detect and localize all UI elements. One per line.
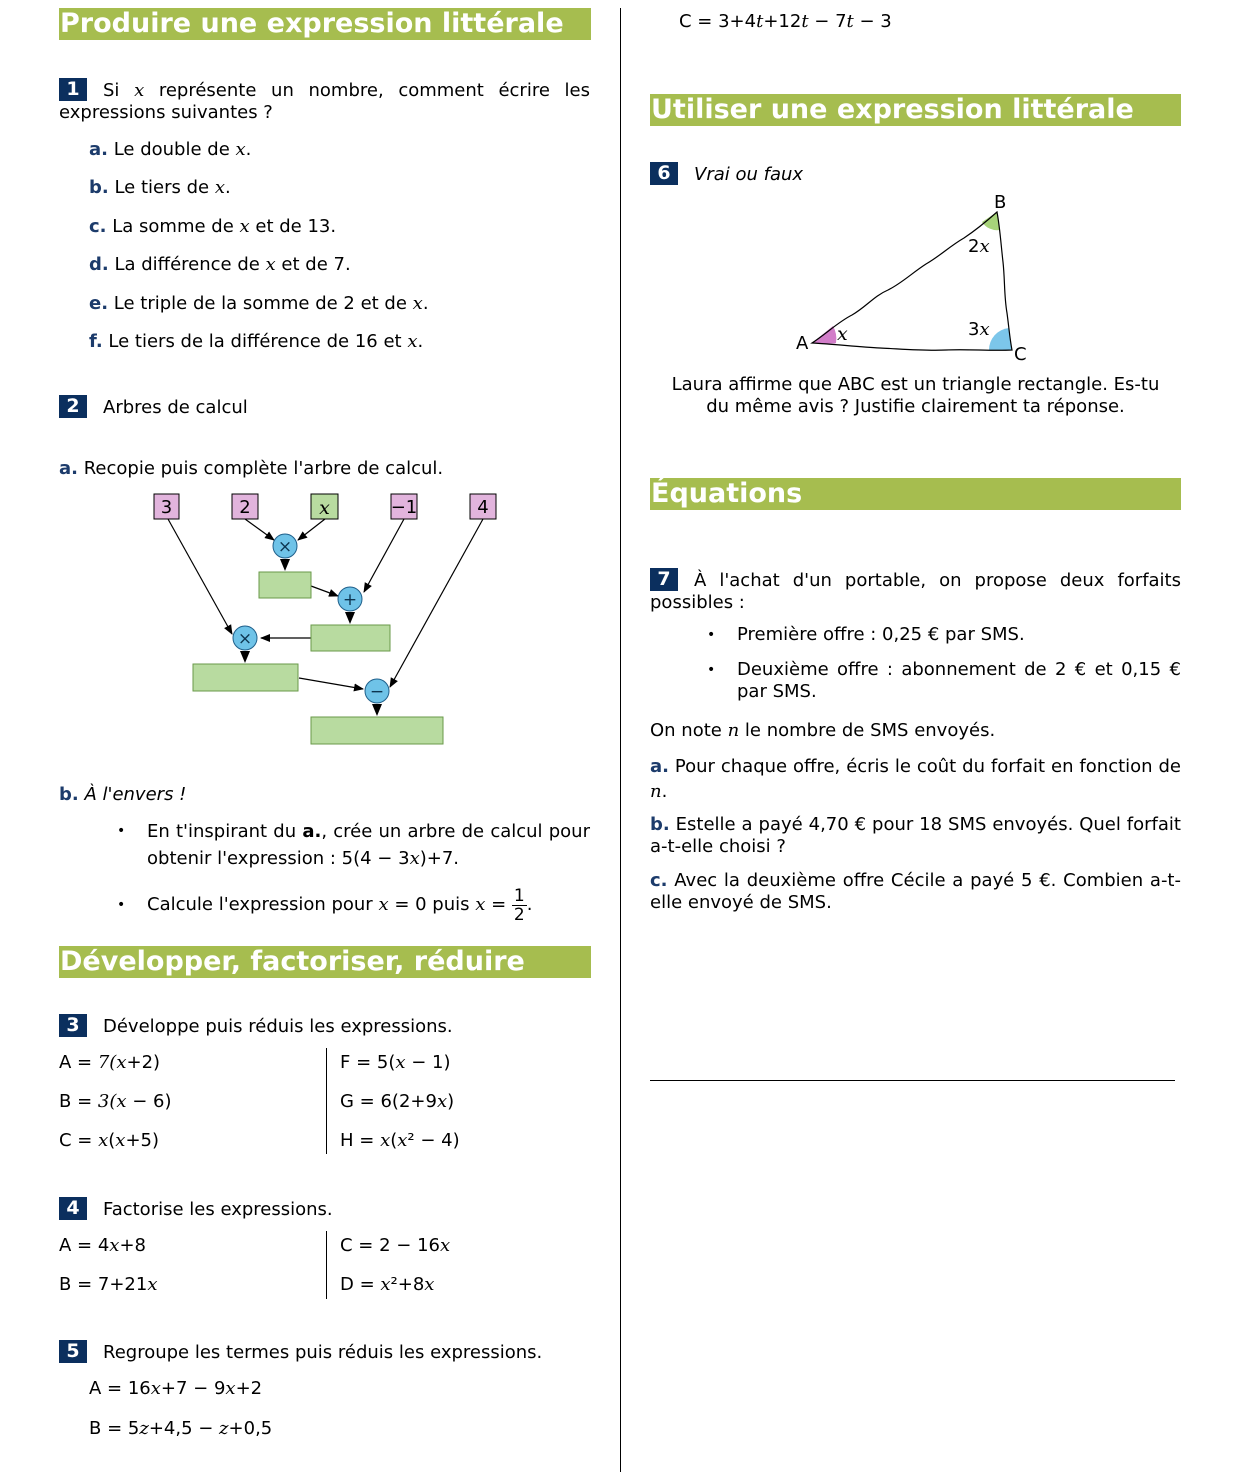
tree-edge: [245, 519, 274, 540]
tree-result-box: [311, 717, 443, 744]
exercise-6-header: 6 Vrai ou faux: [650, 162, 803, 185]
exercise-6-text: Laura affirme que ABC est un triangle rectangle. Es-tu du même avis ? Justifie clairement ta réponse.: [671, 374, 1160, 417]
angle-label-A: x: [837, 323, 848, 345]
column-separator: [326, 1048, 327, 1154]
tree-leaf-label: 3: [160, 497, 173, 518]
exercise-1-item: d. La différence de x et de 7.: [89, 254, 351, 276]
column-divider: [620, 8, 621, 1472]
exercise-4-title: Factorise les expressions.: [103, 1199, 333, 1220]
exercise-5-title: Regroupe les termes puis réduis les expressions.: [103, 1342, 543, 1363]
exercise-4-right-list: [340, 1235, 450, 1313]
tree-operator-label: +: [342, 590, 358, 610]
exercise-5-header: 5 Regroupe les termes puis réduis les expressions.: [59, 1340, 542, 1363]
expression-line: B = 7+21x: [59, 1274, 158, 1295]
section-title-developper: Développer, factoriser, réduire: [59, 946, 591, 978]
tree-edge: [299, 678, 363, 689]
exercise-2b-bullet-2: • Calcule l'expression pour x = 0 puis x = $\frac{1}{2}$ .: [117, 885, 533, 925]
tree-leaf-label: x: [319, 497, 330, 519]
expression-line: G = 6(2+9x): [340, 1091, 455, 1112]
tree-output-arrow: [345, 612, 355, 624]
expression-line: C = 2 − 16x: [340, 1235, 451, 1256]
tree-leaf-label: −1: [390, 497, 418, 518]
tree-leaf-label: 2: [239, 497, 251, 518]
exercise-number: 1: [59, 78, 87, 101]
section-title-utiliser: Utiliser une expression littérale: [650, 94, 1181, 126]
exercise-3-right-list: [340, 1052, 460, 1169]
tree-output-arrow: [372, 704, 382, 716]
expression-line: H = x(x² − 4): [340, 1130, 460, 1151]
tree-edge: [390, 519, 483, 687]
tree-result-box: [259, 572, 311, 598]
offer-2: • Deuxième offre : abonnement de 2 € et 0,15 € par SMS.: [707, 659, 1181, 702]
exercise-1-intro: 1 Si x représente un nombre, comment écrire les expressions suivantes ?: [59, 78, 590, 123]
exercise-2-header: 2 Arbres de calcul: [59, 395, 248, 418]
tree-edge: [311, 586, 338, 596]
angle-mark-C: [989, 328, 1012, 350]
offer-1: • Première offre : 0,25 € par SMS.: [707, 624, 1025, 645]
expression-line: D = x²+8x: [340, 1274, 435, 1295]
expression-A: A = 16x+7 − 9x+2: [89, 1378, 263, 1399]
tree-operator-label: ×: [237, 629, 253, 649]
exercise-4-left-list: [59, 1235, 157, 1313]
triangle-figure: [780, 188, 1040, 368]
exercise-3-title: Développe puis réduis les expressions.: [103, 1016, 453, 1037]
exercise-7c: c. Avec la deuxième offre Cécile a payé 5 €. Combien a-t-elle envoyé de SMS.: [650, 870, 1181, 913]
exercise-1-item: b. Le tiers de x.: [89, 177, 231, 199]
tree-leaf-label: 4: [477, 497, 489, 518]
tree-edge: [364, 519, 404, 592]
exercise-3-left-list: [59, 1052, 172, 1169]
exercise-2-title: Arbres de calcul: [103, 397, 248, 418]
tree-result-box: [311, 625, 390, 651]
tree-output-arrow: [240, 651, 250, 663]
exercise-2b: b. À l'envers !: [59, 784, 187, 805]
exercise-7a: a. Pour chaque offre, écris le coût du forfait en fonction de n.: [650, 756, 1181, 802]
exercise-2b-bullet-1: • En t'inspirant du a., crée un arbre de calcul pour obtenir l'expression : 5(4 − 3x)+7.: [117, 821, 590, 869]
fraction-one-half: $\frac{1}{2}$: [513, 885, 525, 925]
column-separator: [326, 1231, 327, 1299]
expression-line: C = x(x+5): [59, 1130, 159, 1151]
expression-C: C = 3+4t+12t − 7t − 3: [679, 11, 892, 32]
exercise-7-intro: 7 À l'achat d'un portable, on propose deux forfaits possibles :: [650, 568, 1181, 613]
footer-rule: [650, 1080, 1175, 1081]
angle-label-B: 2x: [968, 236, 990, 257]
exercise-1-item: f. Le tiers de la différence de 16 et x.: [89, 331, 424, 352]
expression-line: A = 7(x+2): [59, 1052, 161, 1073]
exercise-6-title: Vrai ou faux: [694, 164, 804, 185]
section-title-equations: Équations: [650, 478, 1181, 510]
vertex-label-A: A: [796, 333, 809, 354]
calculation-tree: [140, 488, 520, 750]
section-title-produire: Produire une expression littérale: [59, 8, 591, 40]
exercise-4-header: 4 Factorise les expressions.: [59, 1197, 333, 1220]
vertex-label-B: B: [994, 192, 1007, 213]
exercise-3-header: 3 Développe puis réduis les expressions.: [59, 1014, 453, 1037]
expression-B: B = 5z+4,5 − z+0,5: [89, 1418, 273, 1439]
exercise-2a: a. Recopie puis complète l'arbre de calcul.: [59, 458, 444, 479]
tree-operator-label: ×: [277, 537, 293, 557]
exercise-7-note: On note n le nombre de SMS envoyés.: [650, 720, 996, 741]
tree-edge: [298, 519, 325, 540]
tree-result-box: [193, 664, 298, 691]
tree-operator-label: −: [369, 682, 385, 702]
expression-line: F = 5(x − 1): [340, 1052, 451, 1073]
expression-line: B = 3(x − 6): [59, 1091, 172, 1112]
exercise-1-item: c. La somme de x et de 13.: [89, 215, 337, 237]
exercise-1-item: a. Le double de x.: [89, 139, 252, 160]
tree-edge: [168, 519, 232, 634]
exercise-1-item: e. Le triple de la somme de 2 et de x.: [89, 292, 429, 314]
expression-line: A = 4x+8: [59, 1235, 146, 1256]
angle-label-C: 3x: [968, 319, 990, 340]
exercise-7b: b. Estelle a payé 4,70 € pour 18 SMS envoyés. Quel forfait a-t-elle choisi ?: [650, 814, 1181, 857]
vertex-label-C: C: [1014, 344, 1027, 365]
tree-output-arrow: [280, 559, 290, 571]
